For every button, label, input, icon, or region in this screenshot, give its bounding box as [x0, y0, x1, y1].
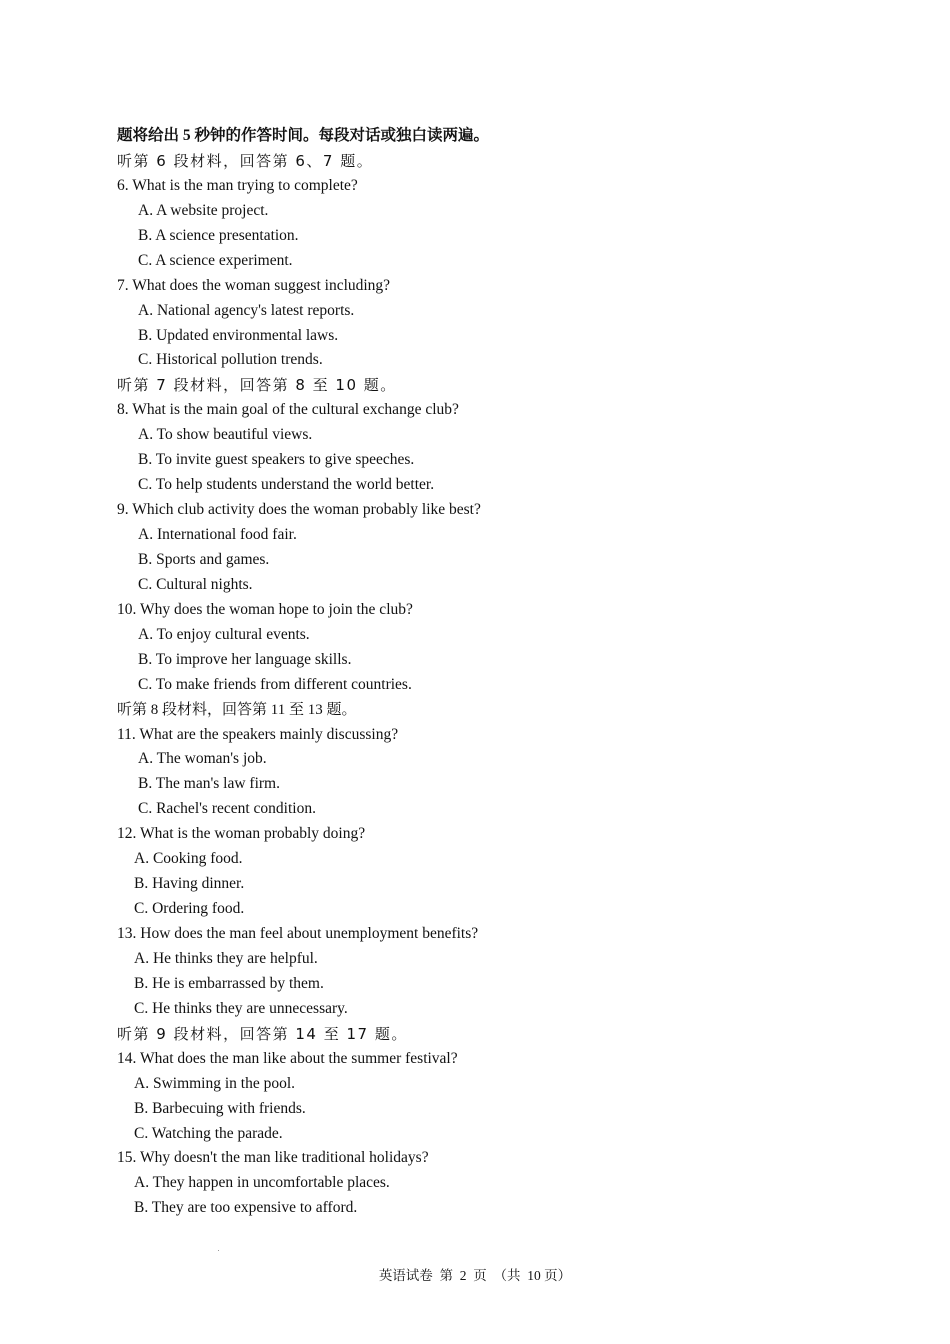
- answer-option: B. Having dinner.: [134, 875, 245, 893]
- intro-instruction: 题将给出 5 秒钟的作答时间。每段对话或独白读两遍。: [117, 127, 490, 144]
- answer-option: A. A website project.: [138, 201, 269, 219]
- answer-option: C. To help students understand the world better.: [138, 476, 435, 494]
- answer-option: B. Barbecuing with friends.: [134, 1099, 306, 1117]
- section-heading: 听第 6 段材料，回答第 6、7 题。: [117, 151, 374, 170]
- question-stem: 12. What is the woman probably doing?: [117, 825, 366, 843]
- answer-option: C. A science experiment.: [138, 251, 293, 269]
- question-stem: 6. What is the man trying to complete?: [117, 176, 358, 194]
- question-stem: 15. Why doesn't the man like traditional holidays?: [117, 1149, 429, 1167]
- question-stem: 11. What are the speakers mainly discussing?: [117, 725, 399, 743]
- question-list: [117, 149, 817, 1221]
- section-heading: 听第 9 段材料，回答第 14 至 17 题。: [117, 1024, 408, 1043]
- question-stem: 10. Why does the woman hope to join the club?: [117, 600, 413, 618]
- answer-option: B. He is embarrassed by them.: [134, 974, 324, 992]
- question-stem: 7. What does the woman suggest including?: [117, 276, 391, 294]
- answer-option: A. The woman's job.: [138, 750, 267, 768]
- question-stem: 13. How does the man feel about unemployment benefits?: [117, 925, 479, 942]
- page-footer: 英语试卷 第 2 页 （共 10 页）: [378, 1268, 572, 1283]
- answer-option: C. To make friends from different countries.: [138, 675, 412, 693]
- answer-option: A. National agency's latest reports.: [138, 301, 355, 319]
- answer-option: C. Rachel's recent condition.: [138, 800, 316, 818]
- question-stem: 14. What does the man like about the summer festival?: [117, 1049, 458, 1067]
- question-stem: 9. Which club activity does the woman probably like best?: [117, 501, 481, 519]
- answer-option: C. Ordering food.: [134, 900, 245, 918]
- answer-option: B. They are too expensive to afford.: [134, 1199, 358, 1217]
- answer-option: C. Watching the parade.: [134, 1124, 283, 1142]
- answer-option: A. He thinks they are helpful.: [134, 949, 318, 967]
- page-content: [117, 124, 817, 1221]
- answer-option: B. To improve her language skills.: [138, 650, 352, 668]
- answer-option: A. Swimming in the pool.: [134, 1074, 296, 1092]
- answer-option: B. The man's law firm.: [138, 775, 280, 793]
- answer-option: A. To enjoy cultural events.: [138, 625, 310, 643]
- answer-option: B. A science presentation.: [138, 226, 299, 244]
- answer-option: B. Sports and games.: [138, 550, 270, 568]
- answer-option: B. To invite guest speakers to give speeches.: [138, 451, 415, 469]
- answer-option: C. Historical pollution trends.: [138, 351, 323, 369]
- question-stem: 8. What is the main goal of the cultural exchange club?: [117, 401, 459, 419]
- answer-option: A. Cooking food.: [134, 850, 243, 868]
- answer-option: B. Updated environmental laws.: [138, 326, 339, 344]
- answer-option: C. He thinks they are unnecessary.: [134, 999, 348, 1017]
- answer-option: A. International food fair.: [138, 526, 297, 543]
- answer-option: C. Cultural nights.: [138, 575, 253, 593]
- section-heading: 听第 8 段材料，回答第 11 至 13 题。: [117, 701, 357, 718]
- stray-dot: [218, 1250, 219, 1251]
- answer-option: A. They happen in uncomfortable places.: [134, 1174, 390, 1192]
- answer-option: A. To show beautiful views.: [138, 426, 313, 444]
- section-heading: 听第 7 段材料，回答第 8 至 10 题。: [117, 376, 397, 395]
